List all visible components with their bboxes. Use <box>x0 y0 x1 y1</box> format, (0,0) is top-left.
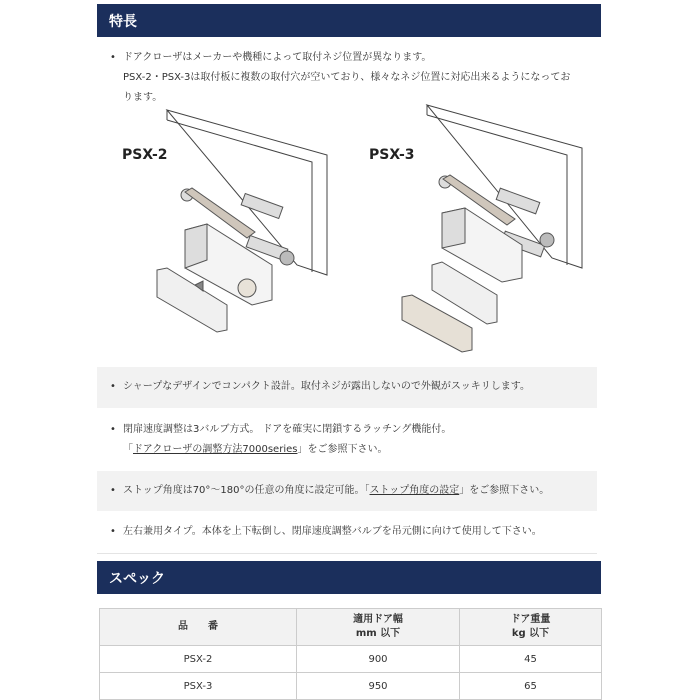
feature-reversible <box>97 522 597 542</box>
bullet-mark: • <box>110 526 116 537</box>
adjustment-guide-link[interactable]: ドアクローザの調整方法7000series <box>133 444 298 455</box>
header-model: 品 番 <box>100 609 297 646</box>
feature-reversible-text: 左右兼用タイプ。本体を上下転倒し、閉扉速度調整バルブを吊元側に向けて使用して下さい。 <box>123 526 542 537</box>
bullet-mark: • <box>110 381 116 392</box>
cell-width: 950 <box>297 673 460 700</box>
feature-compact <box>97 367 597 408</box>
feature-stop-angle <box>97 471 597 511</box>
door-weight-label: ドア重量 <box>510 614 551 625</box>
divider <box>97 553 597 554</box>
spec-table <box>99 608 602 700</box>
cell-weight: 45 <box>460 646 602 673</box>
spec-title: スペック <box>97 561 601 594</box>
door-width-label: 適用ドア幅 <box>353 614 403 625</box>
cell-weight: 65 <box>460 673 602 700</box>
door-width-unit: mm 以下 <box>355 628 401 639</box>
spec-header-row <box>100 609 602 646</box>
bracket-close-text: 」をご参照下さい。 <box>297 444 388 455</box>
table-row <box>100 646 602 673</box>
feature-compact-text: シャープなデザインでコンパクト設計。取付ネジが露出しないので外観がスッキリします。 <box>123 381 530 392</box>
header-door-weight <box>460 609 602 646</box>
intro-line-1: ドアクローザはメーカーや機種によって取付ネジ位置が異なります。 <box>123 52 432 63</box>
feature-valves <box>97 420 597 460</box>
stop-angle-post: 」をご参照下さい。 <box>459 485 550 496</box>
intro-line-3: ります。 <box>123 92 163 103</box>
intro-bullet <box>97 48 601 108</box>
stop-angle-text: ストップ角度は70°～180°の任意の角度に設定可能。「 <box>123 485 370 496</box>
stop-angle-link[interactable]: ストップ角度の設定 <box>369 485 460 496</box>
bullet-mark: • <box>110 52 116 63</box>
bracket-open: 「 <box>123 444 133 455</box>
cell-model: PSX-2 <box>100 646 297 673</box>
features-title: 特長 <box>97 4 601 37</box>
table-row <box>100 673 602 700</box>
door-closer-diagram <box>97 100 601 365</box>
header-door-width <box>297 609 460 646</box>
intro-line-2: PSX-2・PSX-3は取付板に複数の取付穴が空いており、様々なネジ位置に対応出来るようになってお <box>123 72 571 83</box>
door-closer-illustration <box>97 100 601 365</box>
features-section <box>97 4 601 37</box>
door-weight-unit: kg 以下 <box>511 628 550 639</box>
psx3-closer <box>402 175 554 352</box>
bullet-mark: • <box>110 485 116 496</box>
spec-section <box>97 561 601 594</box>
cell-model: PSX-3 <box>100 673 297 700</box>
feature-valves-text: 閉扉速度調整は3バルブ方式。 ドアを確実に閉鎖するラッチング機能付。 <box>123 424 452 435</box>
psx2-label: PSX-2 <box>122 147 168 163</box>
psx2-closer <box>157 188 294 332</box>
psx3-label: PSX-3 <box>369 147 415 163</box>
cell-width: 900 <box>297 646 460 673</box>
bullet-mark: • <box>110 424 116 435</box>
